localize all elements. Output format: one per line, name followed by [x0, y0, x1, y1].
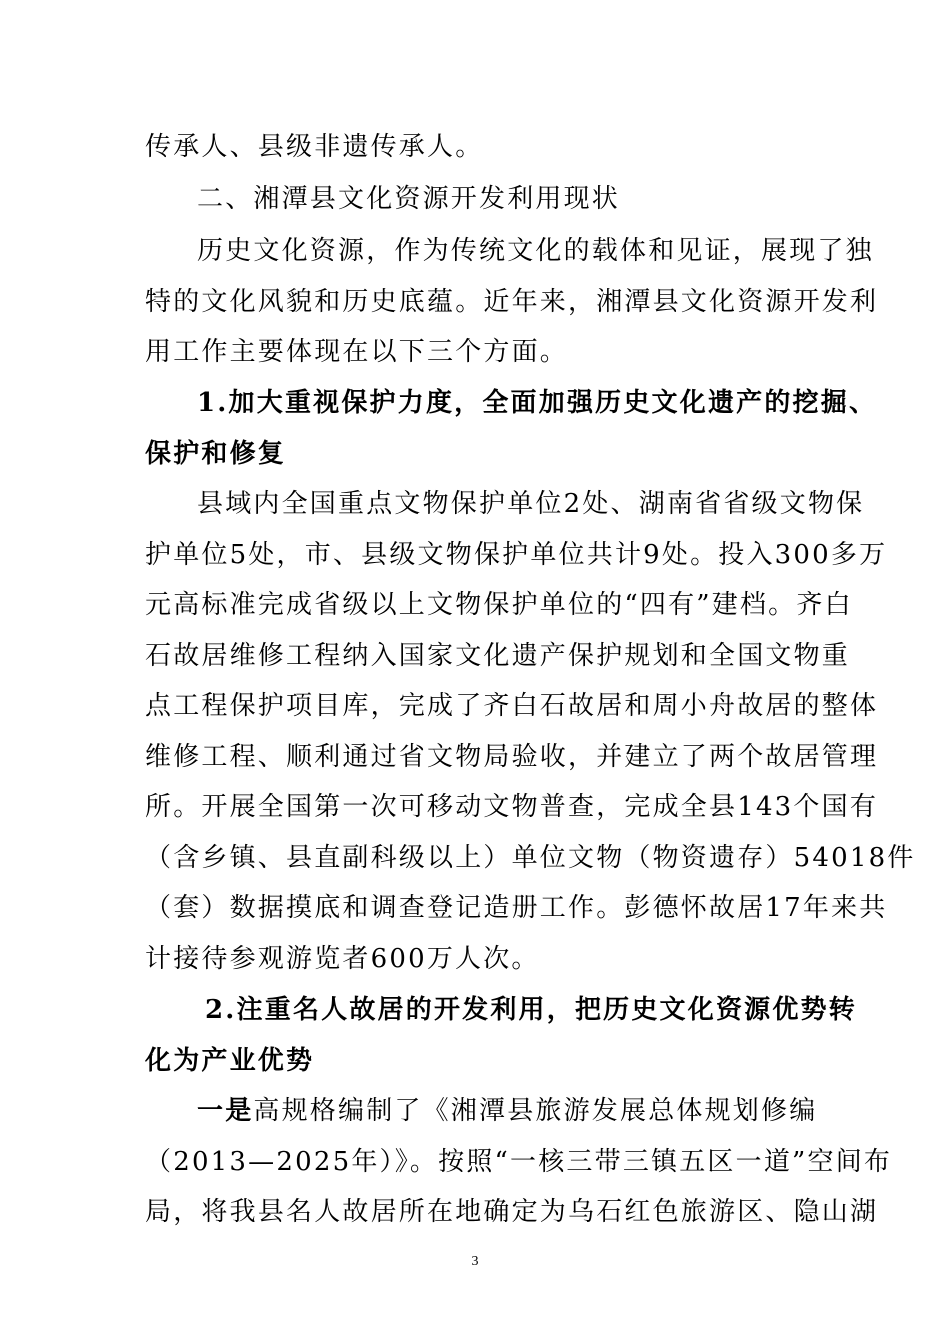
paragraph-line: 计接待参观游览者600万人次。: [145, 944, 540, 974]
section-heading: 二、湘潭县文化资源开发利用现状: [197, 184, 621, 214]
subsection-heading: 保护和修复: [145, 439, 287, 469]
paragraph-line: 历史文化资源，作为传统文化的载体和见证，展现了独: [197, 236, 874, 266]
subsection-heading: 1.加大重视保护力度，全面加强历史文化遗产的挖掘、: [197, 388, 878, 418]
paragraph-line: 点工程保护项目库，完成了齐白石故居和周小舟故居的整体: [145, 691, 879, 721]
paragraph-line: 维修工程、顺利通过省文物局验收，并建立了两个故居管理: [145, 742, 879, 772]
page-number: 3: [471, 1254, 479, 1269]
paragraph-line: 县域内全国重点文物保护单位2处、湖南省省级文物保: [197, 489, 865, 519]
paragraph-line: （2013—2025年）》。按照“一核三带三镇五区一道”空间布: [145, 1147, 893, 1177]
paragraph-line: 护单位5处，市、县级文物保护单位共计9处。投入300多万: [145, 540, 888, 570]
paragraph-line: 石故居维修工程纳入国家文化遗产保护规划和全国文物重: [145, 641, 851, 671]
paragraph-line: （含乡镇、县直副科级以上）单位文物（物资遗存）54018件: [145, 843, 916, 873]
paragraph-line: [197, 1095, 817, 1127]
subsection-heading: 2.注重名人故居的开发利用，把历史文化资源优势转: [205, 995, 857, 1025]
paragraph-line: 传承人、县级非遗传承人。: [145, 132, 484, 162]
paragraph-line: 所。开展全国第一次可移动文物普查，完成全县143个国有: [145, 792, 879, 822]
paragraph-line: 元高标准完成省级以上文物保护单位的“四有”建档。齐白: [145, 590, 853, 620]
paragraph-line: （套）数据摸底和调查登记造册工作。彭德怀故居17年来共: [145, 893, 888, 923]
paragraph-line: 特的文化风貌和历史底蕴。近年来，湘潭县文化资源开发利: [145, 287, 879, 317]
paragraph-line: 局，将我县名人故居所在地确定为乌石红色旅游区、隐山湖: [145, 1197, 879, 1227]
subsection-heading: 化为产业优势: [145, 1046, 315, 1076]
emphasis-label: 一是: [197, 1096, 254, 1126]
paragraph-text: 高规格编制了《湘潭县旅游发展总体规划修编: [253, 1096, 818, 1126]
paragraph-line: 用工作主要体现在以下三个方面。: [145, 337, 569, 367]
